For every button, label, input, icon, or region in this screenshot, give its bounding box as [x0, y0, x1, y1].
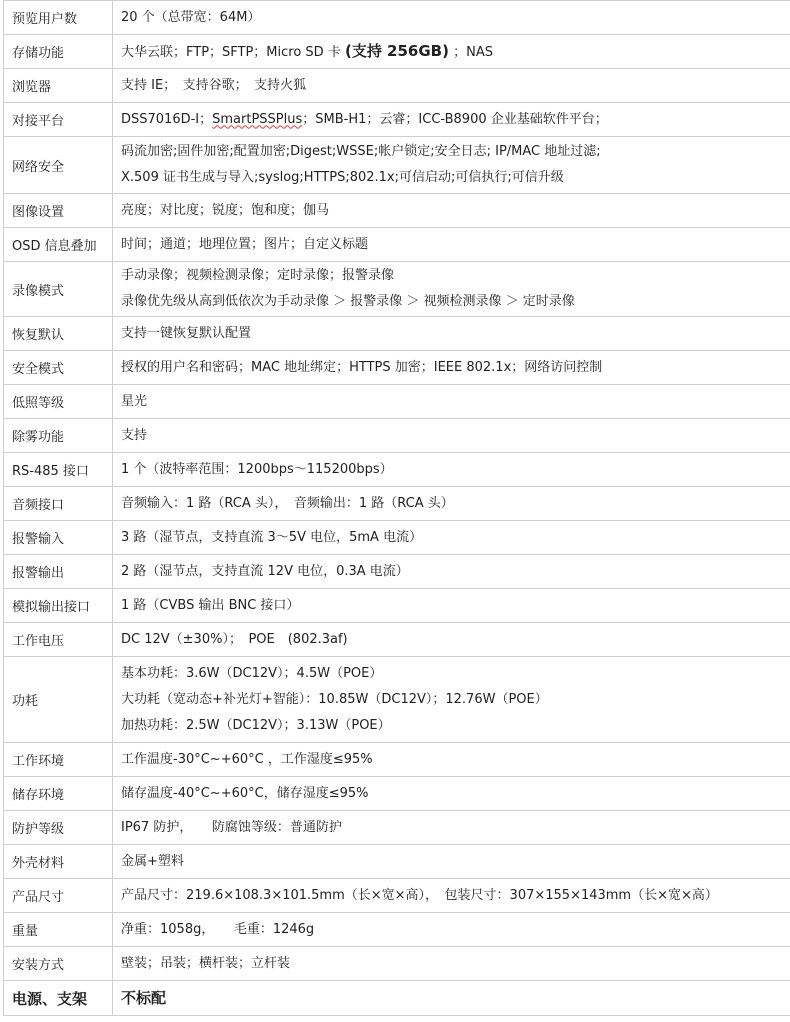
row-value — [113, 137, 790, 194]
storage-text: 大华云联；FTP；SFTP；Micro SD 卡 — [121, 44, 341, 60]
row-value — [113, 845, 790, 879]
table-row — [4, 453, 790, 487]
row-value — [113, 69, 790, 103]
row-value — [113, 947, 790, 981]
table-row — [4, 351, 790, 385]
table-row — [4, 487, 790, 521]
row-label: 网络安全 — [4, 137, 113, 194]
table-row — [4, 811, 790, 845]
row-value — [113, 1, 790, 35]
row-label: 音频接口 — [4, 487, 113, 521]
value-line: 支持 — [121, 427, 148, 443]
row-value — [113, 419, 790, 453]
storage-capacity-emphasis: (支持 256GB) — [344, 41, 449, 60]
table-row — [4, 743, 790, 777]
value-line: 基本功耗：3.6W（DC12V）；4.5W（POE） — [121, 665, 383, 681]
row-label: 除雾功能 — [4, 419, 113, 453]
row-label: 防护等级 — [4, 811, 113, 845]
row-value — [113, 103, 790, 137]
row-label: OSD 信息叠加 — [4, 228, 113, 262]
row-label: 安装方式 — [4, 947, 113, 981]
value-line: 音频输入：1 路（RCA 头）， 音频输出：1 路（RCA 头） — [121, 495, 454, 511]
value-line: 壁装；吊装；横杆装；立杆装 — [121, 955, 291, 971]
value-line: 支持一键恢复默认配置 — [121, 325, 252, 341]
value-line: 不标配 — [121, 989, 167, 1007]
value-line: 加热功耗：2.5W（DC12V）；3.13W（POE） — [121, 717, 391, 733]
table-row — [4, 1, 790, 35]
table-row — [4, 35, 790, 69]
row-value — [113, 811, 790, 845]
value-line: 码流加密;固件加密;配置加密;Digest;WSSE;帐户锁定;安全日志; IP/MAC 地址过滤; — [121, 144, 601, 159]
row-label: 恢复默认 — [4, 317, 113, 351]
row-value — [113, 317, 790, 351]
platform-text-rest: ；SMB-H1；云睿；ICC-B8900 企业基础软件平台； — [302, 111, 608, 127]
row-label: 存储功能 — [4, 35, 113, 69]
row-value — [113, 657, 790, 743]
row-value — [113, 262, 790, 317]
table-row — [4, 69, 790, 103]
value-line: 产品尺寸：219.6×108.3×101.5mm（长×宽×高）， 包装尺寸：307×155×143mm（长×宽×高） — [121, 887, 718, 903]
row-value — [113, 555, 790, 589]
row-label: 工作环境 — [4, 743, 113, 777]
table-row — [4, 845, 790, 879]
table-row — [4, 228, 790, 262]
row-value — [113, 777, 790, 811]
row-label: 储存环境 — [4, 777, 113, 811]
row-value — [113, 194, 790, 228]
row-label: 产品尺寸 — [4, 879, 113, 913]
value-line: X.509 证书生成与导入;syslog;HTTPS;802.1x;可信启动;可信执行;可信升级 — [121, 170, 564, 185]
table-row — [4, 913, 790, 947]
row-value — [113, 487, 790, 521]
value-line: 时间；通道；地理位置；图片；自定义标题 — [121, 236, 369, 252]
table-row — [4, 623, 790, 657]
value-line: 20 个（总带宽：64M） — [121, 9, 261, 25]
value-line: 授权的用户名和密码；MAC 地址绑定；HTTPS 加密；IEEE 802.1x；网络访问控制 — [121, 359, 603, 375]
row-value — [113, 879, 790, 913]
value-line — [121, 38, 787, 66]
value-line: IP67 防护， 防腐蚀等级：普通防护 — [121, 819, 342, 835]
row-label: 重量 — [4, 913, 113, 947]
row-label: 模拟输出接口 — [4, 589, 113, 623]
row-value — [113, 743, 790, 777]
row-label: 图像设置 — [4, 194, 113, 228]
table-row — [4, 947, 790, 981]
value-line: 储存温度-40°C~+60°C，储存湿度≤95% — [121, 785, 369, 801]
row-label: 浏览器 — [4, 69, 113, 103]
table-row — [4, 194, 790, 228]
row-value — [113, 981, 790, 1016]
table-row — [4, 589, 790, 623]
value-line: DC 12V（±30%）； POE (802.3af) — [121, 631, 348, 647]
value-line: 工作温度-30°C~+60°C ，工作湿度≤95% — [121, 751, 373, 767]
value-line: 大功耗（宽动态+补光灯+智能）：10.85W（DC12V）；12.76W（POE） — [121, 691, 548, 707]
row-value — [113, 35, 790, 69]
value-line: 1 个（波特率范围：1200bps～115200bps） — [121, 461, 393, 477]
value-line: 金属+塑料 — [121, 853, 184, 869]
row-label: 外壳材料 — [4, 845, 113, 879]
table-row — [4, 419, 790, 453]
value-line: 手动录像；视频检测录像；定时录像；报警录像 — [121, 268, 395, 283]
value-line: 亮度；对比度；锐度；饱和度；伽马 — [121, 202, 330, 218]
row-label: 报警输入 — [4, 521, 113, 555]
row-label: 电源、支架 — [4, 981, 113, 1016]
table-row — [4, 103, 790, 137]
table-row — [4, 981, 790, 1016]
row-label: 录像模式 — [4, 262, 113, 317]
row-label: 功耗 — [4, 657, 113, 743]
value-line: 2 路（湿节点，支持直流 12V 电位，0.3A 电流） — [121, 563, 409, 579]
row-label: 安全模式 — [4, 351, 113, 385]
value-line: 录像优先级从高到低依次为手动录像 ＞ 报警录像 ＞ 视频检测录像 ＞ 定时录像 — [121, 294, 575, 309]
row-value — [113, 385, 790, 419]
table-row — [4, 262, 790, 317]
platform-smartpss: SmartPSSPlus — [212, 111, 303, 127]
row-value — [113, 228, 790, 262]
row-label: RS-485 接口 — [4, 453, 113, 487]
row-value — [113, 351, 790, 385]
value-line: 3 路（湿节点，支持直流 3～5V 电位，5mA 电流） — [121, 529, 423, 545]
row-value — [113, 521, 790, 555]
value-line: 净重：1058g， 毛重：1246g — [121, 921, 315, 937]
table-row — [4, 657, 790, 743]
row-label: 对接平台 — [4, 103, 113, 137]
table-row — [4, 521, 790, 555]
row-value — [113, 453, 790, 487]
row-value — [113, 589, 790, 623]
value-line: 星光 — [121, 393, 148, 409]
table-row — [4, 317, 790, 351]
table-row — [4, 137, 790, 194]
row-label: 报警输出 — [4, 555, 113, 589]
platform-text: DSS7016D-I； — [121, 111, 213, 127]
spec-table — [3, 0, 790, 1016]
table-row — [4, 555, 790, 589]
value-line: 支持 IE； 支持谷歌； 支持火狐 — [121, 77, 307, 93]
table-row — [4, 879, 790, 913]
row-value — [113, 623, 790, 657]
table-row — [4, 777, 790, 811]
row-label: 工作电压 — [4, 623, 113, 657]
row-label: 低照等级 — [4, 385, 113, 419]
row-label: 预览用户数 — [4, 1, 113, 35]
table-row — [4, 385, 790, 419]
storage-text-nas: ；NAS — [453, 44, 493, 60]
row-value — [113, 913, 790, 947]
value-line: 1 路（CVBS 输出 BNC 接口） — [121, 597, 300, 613]
value-line — [121, 107, 787, 133]
